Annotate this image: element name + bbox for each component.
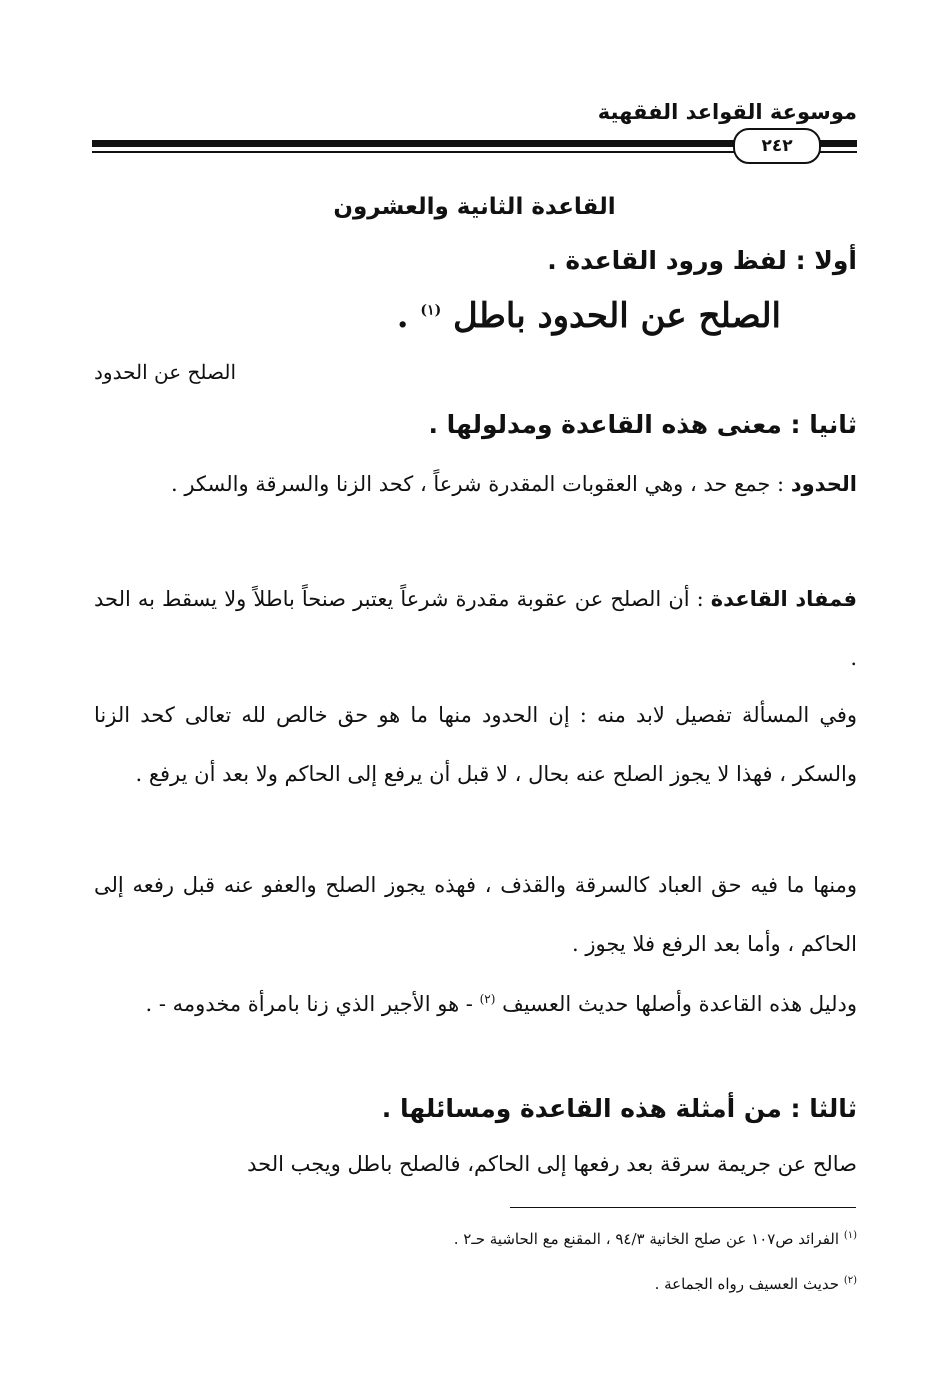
footnote-1-text: الفرائد ص١٠٧ عن صلح الخانية ٩٤/٣ ، المقنع مع الحاشية حـ٢ .	[453, 1230, 844, 1248]
footnote-ref-2: (٢)	[479, 992, 496, 1006]
running-head: موسوعة القواعد الفقهية	[597, 100, 857, 124]
rule-statement-end: .	[396, 296, 421, 336]
paragraph-hudud-definition	[94, 455, 857, 514]
marginal-note: الصلح عن الحدود	[94, 360, 237, 384]
paragraph-evidence	[94, 970, 857, 1034]
rule-statement	[397, 296, 781, 336]
paragraph-detail: وفي المسألة تفصيل لابد منه : إن الحدود منها ما هو حق خالص لله تعالى كحد الزنا والسكر ، فهذا لا يجوز الصلح عنه بحال ، لا قبل أن يرفع إلى الحاكم ولا بعد أن يرفع .	[94, 703, 857, 786]
evidence-text-after: - هو الأجير الذي زنا بامرأة مخدومه - .	[145, 992, 480, 1016]
rule-meaning-text: : أن الصلح عن عقوبة مقدرة شرعاً يعتبر صنحاً باطلاً ولا يسقط به الحد .	[94, 587, 857, 670]
term-hudud: الحدود	[790, 472, 857, 496]
footnote-2	[655, 1275, 857, 1293]
evidence-text-before: ودليل هذه القاعدة وأصلها حديث العسيف	[495, 992, 857, 1016]
section-heading-third: ثالثا : من أمثلة هذه القاعدة ومسائلها .	[381, 1094, 857, 1123]
page-number: ٢٤٢	[733, 128, 821, 164]
footnote-ref-1: (١)	[420, 302, 442, 319]
rule-statement-text: الصلح عن الحدود باطل	[453, 296, 781, 336]
term-mufad: فمفاد القاعدة	[710, 587, 857, 611]
footnote-1-ref: (١)	[843, 1230, 857, 1241]
hudud-definition-text: : جمع حد ، وهي العقوبات المقدرة شرعاً ، كحد الزنا والسرقة والسكر .	[170, 472, 791, 496]
chapter-title: القاعدة الثانية والعشرون	[333, 194, 616, 220]
footnote-2-text: حديث العسيف رواه الجماعة .	[654, 1275, 844, 1293]
footnote-2-ref: (٢)	[843, 1275, 857, 1286]
paragraph-rule-meaning	[94, 570, 857, 688]
section-heading-second: ثانيا : معنى هذه القاعدة ومدلولها .	[428, 410, 857, 439]
paragraph-servants-right: ومنها ما فيه حق العباد كالسرقة والقذف ، فهذه يجوز الصلح والعفو عنه قبل رفعه إلى الحاكم ، وأما بعد الرفع فلا يجوز .	[94, 873, 857, 956]
footnote-1	[454, 1230, 857, 1248]
section-heading-first: أولا : لفظ ورود القاعدة .	[547, 246, 857, 275]
paragraph-example: صالح عن جريمة سرقة بعد رفعها إلى الحاكم، فالصلح باطل ويجب الحد	[247, 1152, 857, 1176]
footnote-separator	[510, 1207, 856, 1208]
